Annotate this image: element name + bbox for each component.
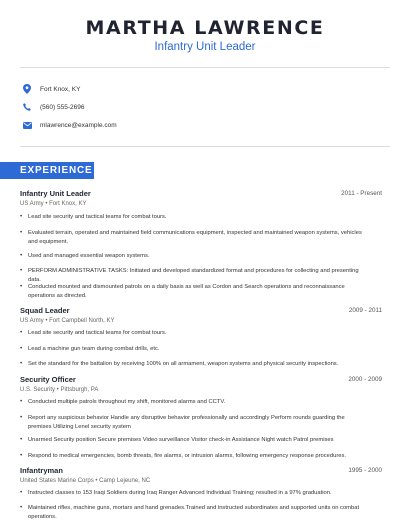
bullet-text: Evaluated terrain, operated and maintained field communications equipment, inspected and maintained weapon systems, vehicles and equipment. xyxy=(28,230,362,245)
job-company: U.S. Security xyxy=(20,387,56,393)
bullet-text: Respond to medical emergencies, bomb threats, fire alarms, or intrusion alarms, following emergency response procedures. xyxy=(28,453,347,459)
job-bullet xyxy=(20,452,365,461)
job-company: United States Marine Corps xyxy=(20,478,94,484)
job-bullet xyxy=(20,283,365,300)
header-divider xyxy=(20,67,390,68)
bullet-marker: • xyxy=(20,345,23,352)
job-title: Security Officer xyxy=(20,375,76,384)
job-title: Infantryman xyxy=(20,466,63,475)
bullet-text: Lead site security and tactical teams for combat tours. xyxy=(28,330,167,336)
bullet-text: Conducted mounted and dismounted patrols on a daily basis as well as Cordon and Search operations and reconnaissance operations as directed. xyxy=(28,284,345,299)
bullet-text: Used and managed essential weapon systems. xyxy=(28,253,150,259)
job-dates: 2000 - 2009 xyxy=(348,376,382,383)
experience-heading: EXPERIENCE xyxy=(0,162,94,179)
job-company-line: United States Marine Corps • Camp Lejeune, NC xyxy=(20,478,151,484)
job-bullet xyxy=(20,398,365,407)
job-bullet xyxy=(20,229,365,246)
envelope-icon xyxy=(22,120,32,130)
bullet-marker: • xyxy=(20,213,23,220)
candidate-name: MARTHA LAWRENCE xyxy=(85,17,325,39)
job-bullet xyxy=(20,252,365,261)
job-bullet xyxy=(20,489,365,498)
job-title: Infantry Unit Leader xyxy=(20,189,91,198)
location-text: Fort Knox, KY xyxy=(40,85,81,93)
bullet-marker: • xyxy=(20,252,23,259)
bullet-marker: • xyxy=(20,414,23,421)
bullet-marker: • xyxy=(20,436,23,443)
bullet-marker: • xyxy=(20,398,23,405)
bullet-marker: • xyxy=(20,452,23,459)
job-dates: 1995 - 2000 xyxy=(348,467,382,474)
email-link[interactable]: mlawrence@example.com xyxy=(40,121,117,129)
bullet-marker: • xyxy=(20,267,23,274)
map-pin-icon xyxy=(22,84,32,94)
contact-email[interactable] xyxy=(22,118,117,132)
job-location: Fort Knox, KY xyxy=(49,201,87,207)
job-company-line: US Army • Fort Campbell North, KY xyxy=(20,318,115,324)
bullet-text: Conducted multiple patrols throughout my shift, monitored alarms and CCTV. xyxy=(28,399,226,405)
contact-location xyxy=(22,82,80,96)
bullet-text: Lead a machine gun team during combat drills, etc. xyxy=(28,346,160,352)
bullet-text: Instructed classes to 153 Iraqi Soldiers during Iraq Ranger Advanced Individual Training; resulted in a 97% graduation. xyxy=(28,490,332,496)
job-dates: 2011 - Present xyxy=(341,190,382,197)
job-bullet xyxy=(20,213,365,222)
job-title: Squad Leader xyxy=(20,306,70,315)
job-bullet xyxy=(20,436,365,445)
bullet-text: Maintained rifles, machine guns, mortars and hand grenades.Trained and instructed subordinates and supported units on combat operations. xyxy=(28,505,360,520)
job-bullet xyxy=(20,504,365,521)
bullet-text: Set the standard for the battalion by receiving 100% on all armament, weapon systems and physical security inspections. xyxy=(28,361,339,367)
phone-icon xyxy=(22,102,32,112)
job-bullet xyxy=(20,329,365,338)
job-location: Camp Lejeune, NC xyxy=(99,478,151,484)
contact-phone xyxy=(22,100,84,114)
bullet-text: Lead site security and tactical teams for combat tours. xyxy=(28,214,167,220)
bullet-marker: • xyxy=(20,283,23,290)
bullet-marker: • xyxy=(20,360,23,367)
bullet-text: PERFORM ADMINISTRATIVE TASKS: Initiated and developed standardized format and procedures for collecting and presenting data. xyxy=(28,268,359,283)
job-bullet xyxy=(20,345,365,354)
job-company: US Army xyxy=(20,201,44,207)
job-bullet xyxy=(20,414,365,431)
bullet-marker: • xyxy=(20,489,23,496)
candidate-title: Infantry Unit Leader xyxy=(154,41,256,53)
job-company: US Army xyxy=(20,318,44,324)
bullet-text: Unarmed Security position Secure premises Video surveillance Visitor check-in Assistance Night watch Patrol premises xyxy=(28,437,334,443)
phone-text: (560) 555-2696 xyxy=(40,103,85,111)
contact-divider xyxy=(20,146,390,147)
bullet-marker: • xyxy=(20,229,23,236)
job-company-line: US Army • Fort Knox, KY xyxy=(20,201,87,207)
bullet-marker: • xyxy=(20,329,23,336)
job-bullet xyxy=(20,360,365,369)
job-dates: 2009 - 2011 xyxy=(348,307,382,314)
job-location: Fort Campbell North, KY xyxy=(49,318,115,324)
bullet-text: Report any suspicious behavior Handle any disruptive behavior professionally and accordingly Perform rounds guarding the premises Utilizing Lenel security system xyxy=(28,415,345,430)
bullet-marker: • xyxy=(20,504,23,511)
job-bullet xyxy=(20,267,365,284)
job-company-line: U.S. Security • Pittsburgh, PA xyxy=(20,387,99,393)
job-location: Pittsburgh, PA xyxy=(60,387,99,393)
